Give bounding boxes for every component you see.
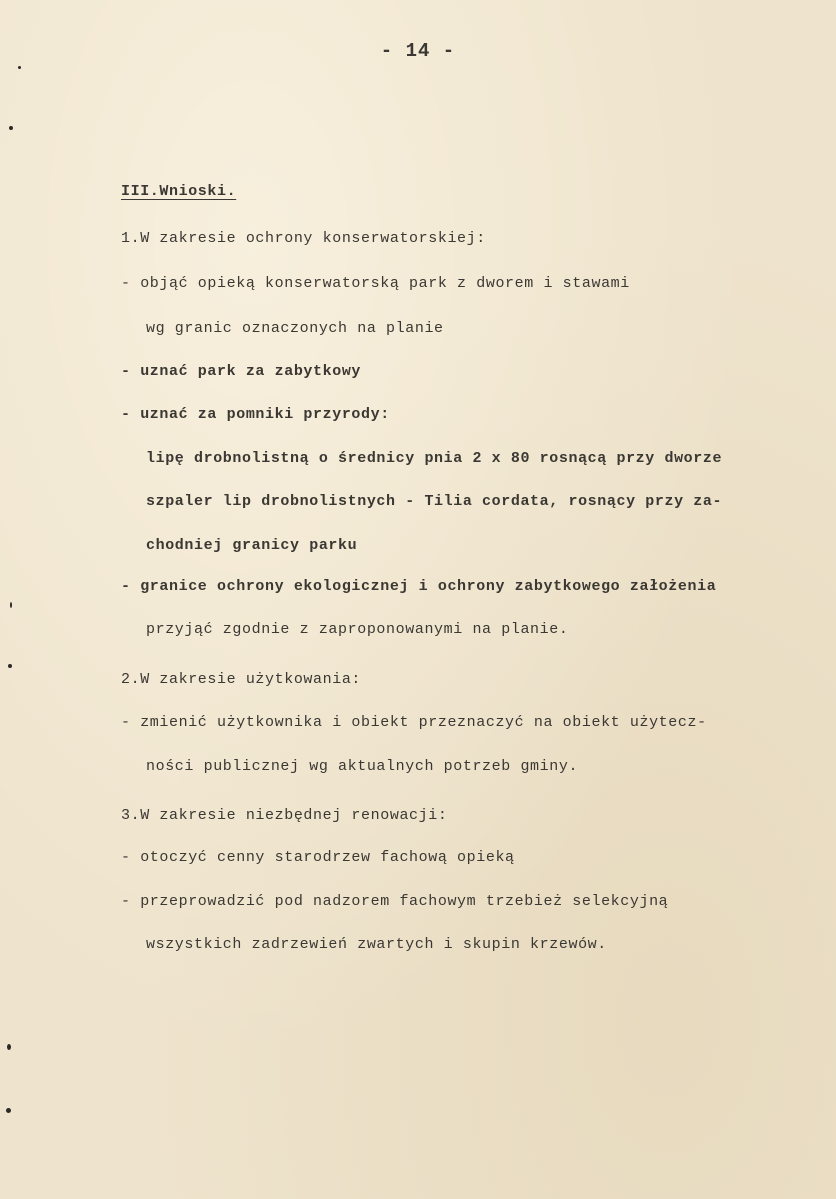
text-line: - uznać park za zabytkowy: [121, 363, 362, 380]
text-line: - objąć opieką konserwatorską park z dworem i stawami: [121, 275, 630, 292]
text-line: ności publicznej wg aktualnych potrzeb gminy.: [146, 758, 579, 775]
text-line: lipę drobnolistną o średnicy pnia 2 x 80 rosnącą przy dworze: [146, 450, 723, 467]
text-line: - zmienić użytkownika i obiekt przeznaczyć na obiekt użytecz-: [121, 714, 707, 731]
text-line: - granice ochrony ekologicznej i ochrony zabytkowego założenia: [121, 578, 717, 595]
scan-speck: [9, 126, 13, 130]
section-heading: III.Wnioski.: [121, 183, 237, 200]
text-line: chodniej granicy parku: [146, 537, 358, 554]
text-line: przyjąć zgodnie z zaproponowanymi na planie.: [146, 621, 569, 638]
scan-speck: [10, 602, 12, 608]
text-line: - przeprowadzić pod nadzorem fachowym trzebież selekcyjną: [121, 893, 669, 910]
text-line: - otoczyć cenny starodrzew fachową opieką: [121, 849, 515, 866]
scan-speck: [7, 1044, 11, 1050]
text-line: 1.W zakresie ochrony konserwatorskiej:: [121, 230, 486, 247]
scan-speck: [6, 1108, 11, 1113]
page-number: - 14 -: [380, 40, 456, 62]
scan-speck: [18, 66, 21, 69]
text-line: 3.W zakresie niezbędnej renowacji:: [121, 807, 448, 824]
text-line: wszystkich zadrzewień zwartych i skupin krzewów.: [146, 936, 607, 953]
scan-speck: [8, 664, 12, 668]
text-line: 2.W zakresie użytkowania:: [121, 671, 362, 688]
text-line: szpaler lip drobnolistnych - Tilia cordata, rosnący przy za-: [146, 493, 723, 510]
text-line: - uznać za pomniki przyrody:: [121, 406, 390, 423]
text-line: wg granic oznaczonych na planie: [146, 320, 444, 337]
